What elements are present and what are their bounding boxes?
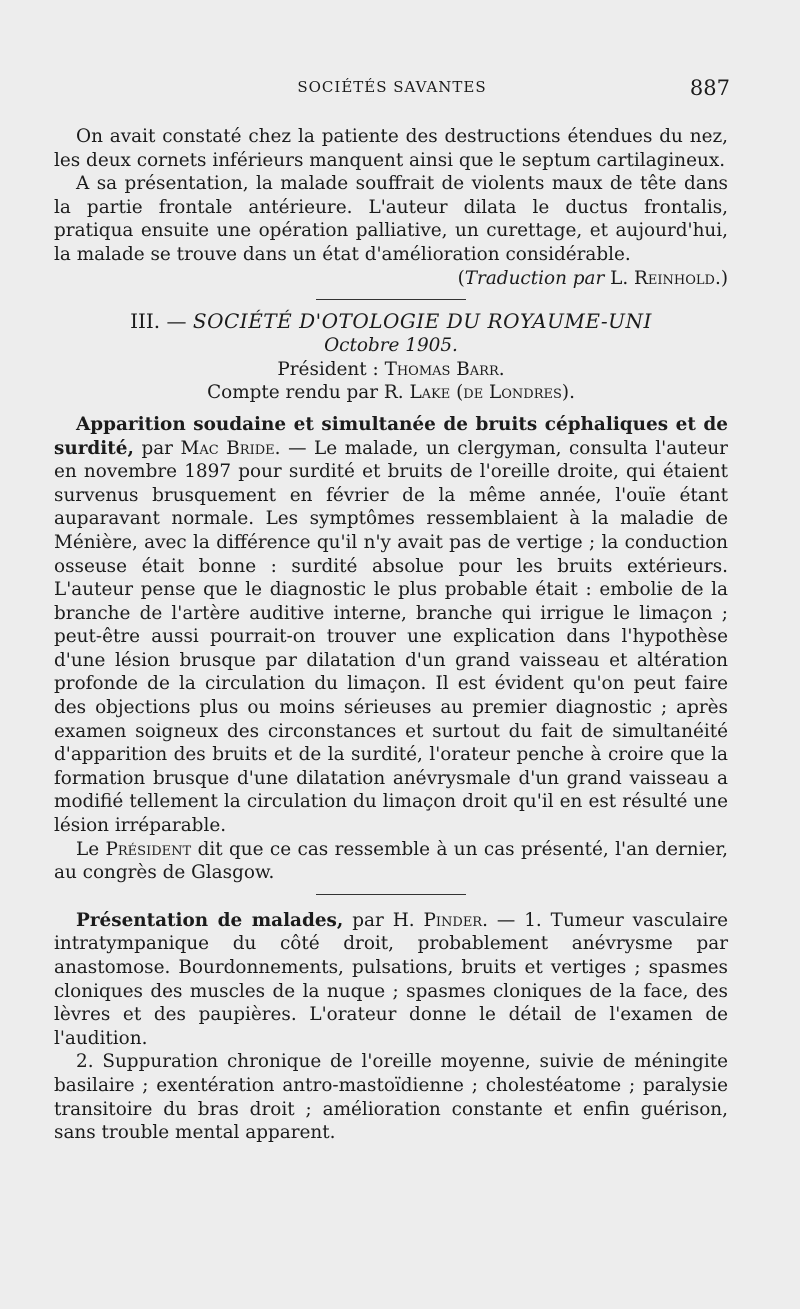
report-label: Compte rendu par	[207, 382, 379, 404]
reporter-name: R. Lake (de Londres).	[383, 382, 575, 404]
translator-name: L. Reinhold.	[610, 267, 721, 289]
page-body	[54, 125, 728, 1145]
case2-author: H. Pinder.	[392, 909, 488, 931]
page-header	[54, 78, 730, 108]
case2-paragraph	[54, 909, 728, 1051]
case2-title: Présentation de malades,	[76, 909, 344, 931]
society-name: SOCIÉTÉ D'OTOLOGIE DU ROYAUME-UNI	[192, 309, 652, 334]
translation-credit: (Traduction par L. Reinhold.)	[457, 267, 728, 289]
society-numeral: III. —	[130, 309, 187, 334]
comment-pre: Le	[76, 838, 100, 860]
president-label: Président :	[277, 358, 379, 380]
president-line	[54, 358, 728, 382]
running-head: SOCIÉTÉS SAVANTES	[297, 78, 487, 96]
case2-by: par	[352, 909, 384, 931]
intro-paragraph-2: A sa présentation, la malade souffrait de violents maux de tête dans la partie frontale antérieure. L'auteur dilata le ductus frontalis, pratiqua ensuite une opération palliative, un curettage, et aujourd'hui, la malade se trouve dans un état d'amélioration considérable.	[54, 173, 728, 265]
case1-author: Mac Bride.	[180, 437, 281, 459]
report-line	[54, 381, 728, 405]
president-comment	[54, 838, 728, 885]
case2-text: — 1. Tumeur vasculaire intratympanique du côté droit, probablement anévrysme par anastomose. Bourdonnements, pulsations, bruits et vertiges ; spasmes cloniques des muscles de la nuque ; spasmes cloniques de la face, des lèvres et des paupières. L'orateur donne le détail de l'examen de l'audition.	[54, 909, 729, 1049]
page-number: 887	[689, 76, 730, 100]
translation-label: Traduction par	[464, 267, 605, 289]
case1-paragraph	[54, 413, 728, 838]
intro-paragraph-1: On avait constaté chez la patiente des destructions étendues du nez, les deux cornets inférieurs manquent ainsi que le septum cartilagineux.	[54, 126, 728, 171]
section-divider-2	[316, 894, 466, 895]
president-name: Thomas Barr.	[384, 358, 505, 380]
case1-title: Apparition soudaine et simultanée de bruits céphaliques et de surdité,	[54, 413, 728, 459]
society-heading	[54, 308, 728, 334]
case2-item-2: 2. Suppuration chronique de l'oreille moyenne, suivie de méningite basilaire ; exentération antro-mastoïdienne ; cholestéatome ; paralysie transitoire du bras droit ; amélioration constante et enfin guérison, sans trouble mental apparent.	[54, 1051, 728, 1144]
comment-president: Président	[105, 838, 192, 860]
meeting-date: Octobre 1905.	[324, 335, 458, 357]
section-divider	[316, 299, 466, 300]
case1-by: par	[141, 437, 173, 459]
case1-text: — Le malade, un clergyman, consulta l'auteur en novembre 1897 pour surdité et bruits de l'oreille droite, qui étaient survenus brusquement en février de la même année, l'ouïe étant auparavant normale. Les symptômes ressemblaient à la maladie de Ménière, avec la différence qu'il n'y avait pas de vertige ; la conduction osseuse était bonne : surdité absolue pour les bruits extérieurs. L'auteur pense que le diagnostic le plus probable était : embolie de la branche de l'artère auditive interne, branche qui irrigue le limaçon ; peut-être aussi pourrait-on trouver une explication dans l'hypothèse d'une lésion brusque par dilatation d'un grand vaisseau et altération profonde de la circulation du limaçon. Il est évident qu'on peut faire des objections plus ou moins sérieuses au premier diagnostic ; après examen soigneux des circonstances et surtout du fait de simultanéité d'apparition des bruits et de la surdité, l'orateur penche à croire que la formation brusque d'une dilatation anévrysmale d'un grand vaisseau a modifié tellement la circulation du limaçon droit qu'il en est résulté une lésion irréparable.	[54, 437, 728, 837]
comment-text: dit que ce cas ressemble à un cas présenté, l'an dernier, au congrès de Glasgow.	[54, 838, 728, 884]
